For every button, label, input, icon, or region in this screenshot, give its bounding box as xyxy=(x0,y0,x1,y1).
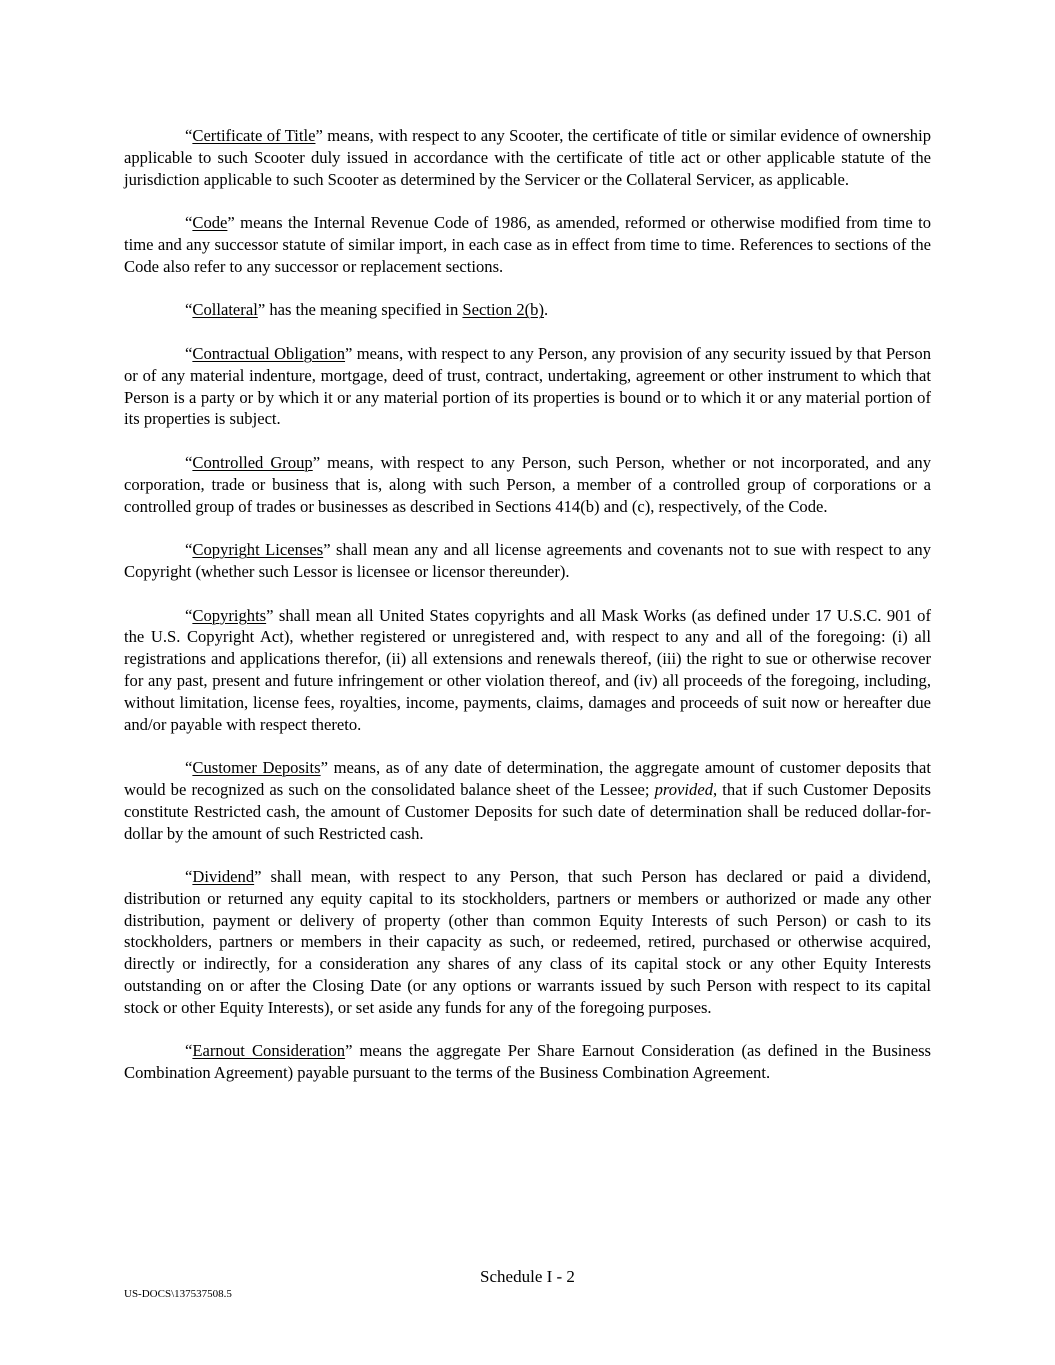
defined-term: Customer Deposits xyxy=(192,758,321,778)
definition-copyright-licenses: “Copyright Licenses” shall mean any and all license agreements and covenants not to sue with respect to any Copyright (whether such Lessor is licensee or licensor thereunder). xyxy=(124,540,931,581)
definition-earnout-consideration: “Earnout Consideration” means the aggregate Per Share Earnout Consideration (as defined in the Business Combination Agreement) payable pursuant to the terms of the Business Combination Agreement. xyxy=(124,1041,931,1083)
defined-term: Certificate of Title xyxy=(192,126,316,145)
definition-controlled-group: “Controlled Group” means, with respect to any Person, such Person, whether or not incorporated, and any corporation, trade or business that is, along with such Person, a member of a controlled group of corporations or a controlled group of trades or businesses as described in Sections 414(b) and (c), respectively, of the Code. xyxy=(124,452,932,516)
section-reference: Section 2(b) xyxy=(462,300,544,320)
defined-term: Copyrights xyxy=(192,605,267,625)
defined-term: Contractual Obligation xyxy=(192,343,346,363)
definition-certificate-of-title: “Certificate of Title” means, with respect to any Scooter, the certificate of title or similar evidence of ownership applicable to such Scooter duly issued in accordance with the certificate of title act or other applicable statute of the jurisdiction applicable to such Scooter as determined by the Servicer or the Collateral Servicer, as applicable. xyxy=(124,126,931,189)
definition-dividend: “Dividend” shall mean, with respect to any Person, that such Person has declared or paid a dividend, distribution or returned any equity capital to its stockholders, partners or members or authorized or made any other distribution, payment or delivery of property (other than common Equity Interests of such Person) or cash to its stockholders, partners or members in their capacity as such, or redeemed, retired, purchased or otherwise acquired, directly or indirectly, for a consideration any shares of any class of its capital stock or any other Equity Interests outstanding on or after the Closing Date (or any options or warrants issued by such Person with respect to its capital stock or other Equity Interests), or set aside any funds for any of the foregoing purposes. xyxy=(124,867,931,1017)
defined-term: Collateral xyxy=(192,300,258,320)
definition-copyrights: “Copyrights” shall mean all United States copyrights and all Mask Works (as defined under 17 U.S.C. 901 of the U.S. Copyright Act), whether registered or unregistered and, with respect to any and all of the foregoing: (i) all registrations and applications therefor, (ii) all extensions and renewals thereof, (iii) the right to sue or otherwise recover for any past, present and future infringement or other violation thereof, and (iv) all proceeds of the foregoing, including, without limitation, license fees, royalties, income, payments, claims, damages and proceeds of suit now or hereafter due and/or payable with respect thereto. xyxy=(124,605,931,734)
defined-term: Copyright Licenses xyxy=(192,540,324,560)
document-id: US-DOCS\137537508.5 xyxy=(124,1288,232,1300)
defined-term: Earnout Consideration xyxy=(192,1041,346,1061)
defined-term: Dividend xyxy=(192,867,255,887)
definition-contractual-obligation: “Contractual Obligation” means, with respect to any Person, any provision of any security issued by that Person or of any material indenture, mortgage, deed of trust, contract, undertaking, agreement or other instrument to which that Person is a party or by which it or any material portion of its properties is bound or to which it or any material portion of its properties is subject. xyxy=(124,343,931,429)
definition-code: “Code” means the Internal Revenue Code of 1986, as amended, reformed or otherwise modified from time to time and any successor statute of similar import, in each case as in effect from time to time. References to sections of the Code also refer to any successor or replacement sections. xyxy=(124,213,931,276)
definition-collateral: “Collateral” has the meaning specified in Section 2(b). xyxy=(185,300,549,320)
definition-customer-deposits: “Customer Deposits” means, as of any date of determination, the aggregate amount of customer deposits that would be recognized as such on the consolidated balance sheet of the Lessee; provided, that if such Customer Deposits constitute Restricted cash, the amount of Customer Deposits for such date of determination shall be reduced dollar-for-dollar by the amount of such Restricted cash. xyxy=(124,758,931,843)
definitions-list xyxy=(124,125,931,1106)
page-label: Schedule I - 2 xyxy=(480,1267,575,1286)
italic-proviso: provided xyxy=(654,779,713,799)
defined-term: Code xyxy=(192,213,228,233)
defined-term: Controlled Group xyxy=(192,452,313,472)
